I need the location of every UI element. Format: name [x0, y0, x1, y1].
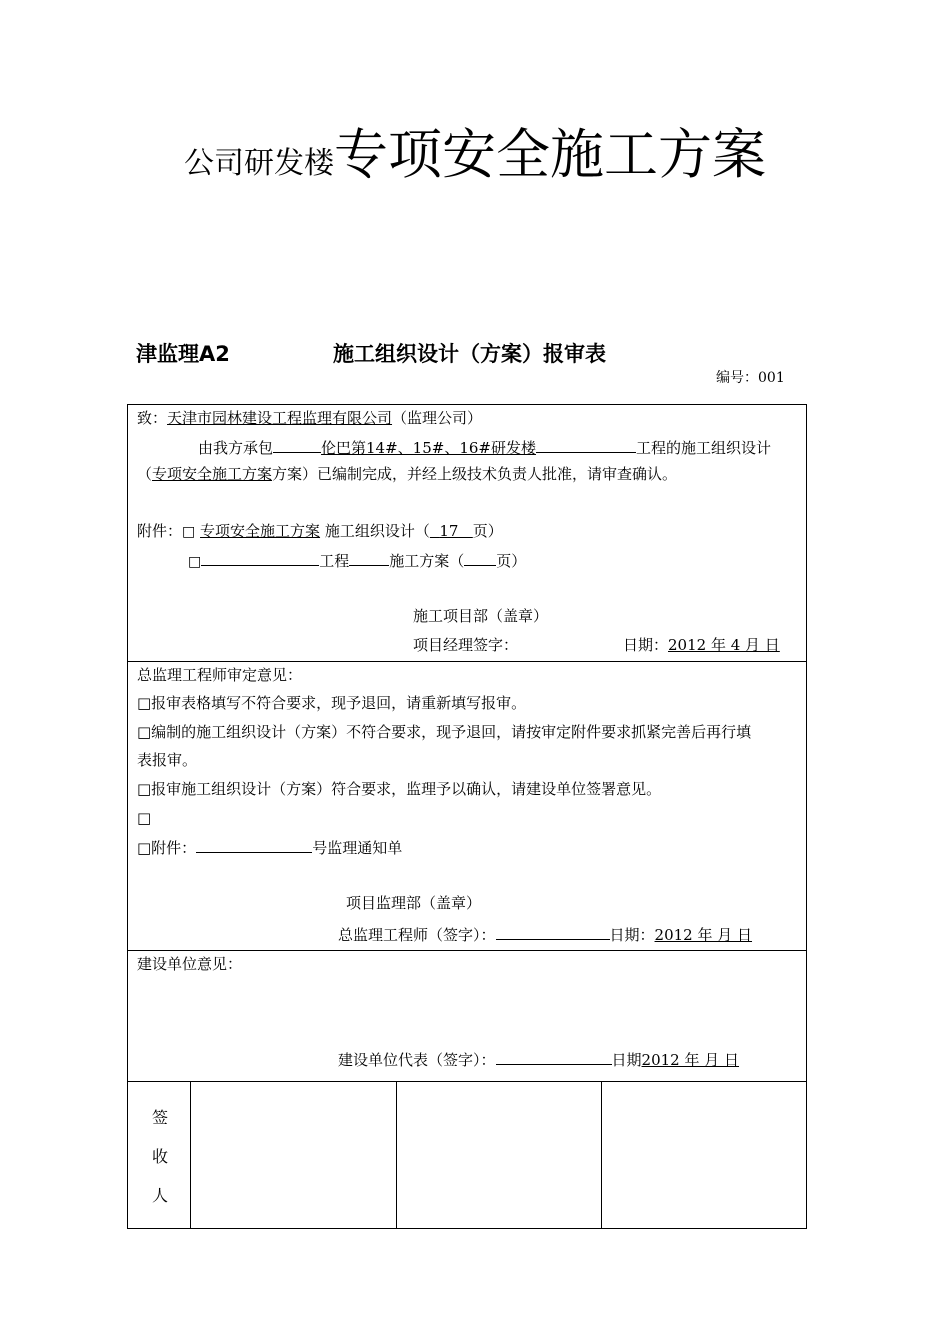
- project-blank-trail[interactable]: [536, 436, 636, 453]
- opt5-prefix: □附件：: [137, 839, 197, 857]
- attach2-pages-blank[interactable]: [464, 549, 496, 566]
- project-blank-lead[interactable]: [273, 436, 321, 453]
- attach-label: 附件：: [137, 522, 183, 540]
- attach1-unit: 页）: [472, 522, 503, 540]
- chief-review-heading: 总监理工程师审定意见：: [137, 666, 303, 684]
- receiver-label: 签 收 人: [151, 1108, 168, 1205]
- receiver-signature-cell-3[interactable]: [602, 1082, 806, 1228]
- construction-dept-stamp: 施工项目部（盖章）: [413, 607, 549, 625]
- receiver-signature-cell-1[interactable]: [191, 1082, 395, 1228]
- section3-date-value: 2012 年 月 日: [641, 1051, 740, 1069]
- project-name[interactable]: 伦巴第14#、15#、16#研发楼: [321, 439, 536, 457]
- plan-open-paren: （: [137, 465, 153, 483]
- plan-line: [137, 464, 677, 484]
- opt5-suffix: 号监理通知单: [312, 839, 403, 857]
- section2-date-value: 2012 年 月 日: [654, 926, 753, 944]
- plan-line-suffix: 方案）已编制完成，并经上级技术负责人批准，请审查确认。: [272, 465, 678, 483]
- supervision-dept-stamp: 项目监理部（盖章）: [346, 894, 482, 912]
- review-option-2[interactable]: □编制的施工组织设计（方案）不符合要求，现予退回，请按审定附件要求抓紧完善后再行填: [137, 723, 752, 741]
- section2-date-label: 日期：: [609, 926, 655, 944]
- review-option-4[interactable]: □: [137, 809, 152, 827]
- project-line: [198, 436, 771, 458]
- owner-signature-line[interactable]: [338, 1048, 739, 1070]
- owner-sign-label: 建设单位代表（签字）：: [338, 1051, 496, 1069]
- review-option-3[interactable]: □报审施工组织设计（方案）符合要求，监理予以确认，请建设单位签署意见。: [137, 780, 662, 798]
- project-manager-signature[interactable]: 项目经理签字：: [413, 636, 519, 654]
- title-main: 专项安全施工方案: [334, 123, 766, 186]
- attachment-2-line: [188, 549, 526, 572]
- project-line-suffix: 工程的施工组织设计: [635, 439, 771, 457]
- attach1-text: 施工组织设计（: [324, 522, 430, 540]
- attach2-type-blank[interactable]: [349, 549, 389, 566]
- project-line-prefix: 由我方承包: [198, 439, 274, 457]
- chief-signature-blank[interactable]: [496, 923, 610, 940]
- attachment-1-line: [137, 521, 503, 542]
- to-suffix: （监理公司）: [392, 409, 483, 427]
- review-option-2-cont: 表报审。: [137, 751, 198, 769]
- attach1-name[interactable]: 专项安全施工方案: [200, 522, 321, 540]
- section3-date-label: 日期: [611, 1051, 642, 1069]
- review-option-1[interactable]: □报审表格填写不符合要求，现予退回，请重新填写报审。: [137, 694, 527, 712]
- attach2-mid: 工程: [319, 552, 350, 570]
- notice-number-blank[interactable]: [196, 836, 312, 853]
- attach2-project-blank[interactable]: [201, 549, 319, 566]
- section1-date-value: 2012 年 4 月 日: [668, 636, 780, 654]
- attach2-text: 施工方案（: [389, 552, 465, 570]
- section1-date[interactable]: [623, 635, 780, 655]
- attach1-pages[interactable]: [430, 522, 473, 540]
- addressee-line: [137, 408, 482, 428]
- owner-signature-blank[interactable]: [496, 1048, 612, 1065]
- section1-date-label: 日期：: [623, 636, 669, 654]
- serial-label: 编号：: [716, 370, 758, 386]
- form-code: 津监理A2: [136, 342, 230, 366]
- serial-value: 001: [758, 370, 785, 386]
- plan-name[interactable]: 专项安全施工方案: [152, 465, 273, 483]
- serial-number: [716, 367, 785, 387]
- attach2-checkbox[interactable]: □: [188, 554, 202, 570]
- attach1-checkbox[interactable]: □: [182, 524, 196, 540]
- attach2-unit: 页）: [496, 552, 527, 570]
- receiver-signature-cell-2[interactable]: [397, 1082, 600, 1228]
- document-title: [0, 112, 950, 189]
- title-prefix: 公司研发楼: [184, 146, 334, 181]
- divider-2: [128, 950, 806, 951]
- approval-form-table: [127, 404, 807, 1229]
- to-company: 天津市园林建设工程监理有限公司: [167, 409, 393, 427]
- review-option-5[interactable]: [137, 836, 402, 858]
- chief-sign-label: 总监理工程师（签字）：: [338, 926, 496, 944]
- chief-signature-line[interactable]: [338, 923, 752, 945]
- attach1-pages-value: 17: [439, 522, 459, 540]
- to-label: 致：: [137, 409, 168, 427]
- owner-opinion-heading: 建设单位意见：: [137, 955, 243, 973]
- divider-1: [128, 661, 806, 662]
- form-title: 施工组织设计（方案）报审表: [333, 342, 606, 366]
